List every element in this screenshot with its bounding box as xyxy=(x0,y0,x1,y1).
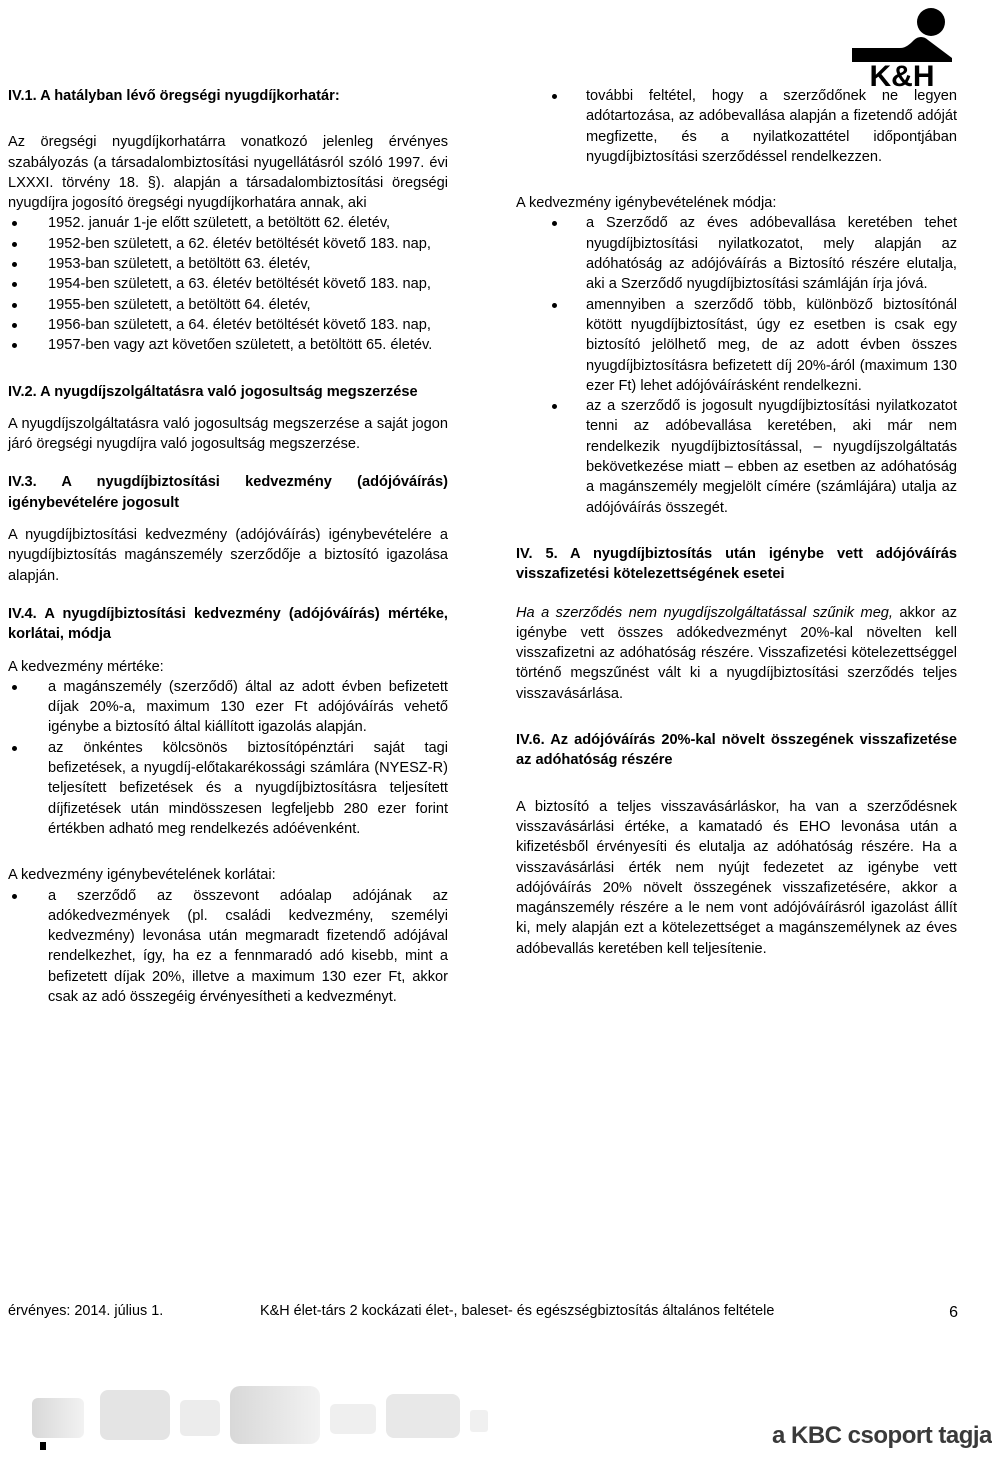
kh-logo xyxy=(848,4,956,93)
benefit-limits-list xyxy=(8,886,448,1008)
section-para-iv6: A biztosító a teljes visszavásárláskor, ha van a szerződésnek visszavásárlási értéke, a kamatadó és EHO levonása után a kifizetésből érvényesíti és elutalja az adóhatóság részére. Ha a visszavásárlási érték nem nyújt fedezetet az igénybe vett adójóváírás 20% növelt összegének visszafizetésére, akkor a magánszemély részére a le nem vont adójóváírásról igazolást állít ki, mely alapján ezt a kötelezettséget a magánszemélynek az éves adóbevallás keretében kell teljesítenie. xyxy=(516,798,957,957)
section-heading-iv1: IV.1. A hatályban lévő öregségi nyugdíjkorhatár: xyxy=(8,88,340,104)
benefit-mode-intro: A kedvezmény igénybevételének módja: xyxy=(516,195,777,212)
section-heading-iv3: IV.3. A nyugdíjbiztosítási kedvezmény (adójóváírás) igénybevételére jogosult xyxy=(8,474,448,511)
section-heading-iv5: IV. 5. A nyugdíjbiztosítás után igénybe vett adójóváírás visszafizetési kötelezettségének esetei xyxy=(516,545,957,583)
page-number: 6 xyxy=(949,1304,958,1321)
footer-valid-date: érvényes: 2014. július 1. xyxy=(8,1303,164,1319)
benefit-limits-intro: A kedvezmény igénybevételének korlátai: xyxy=(8,867,276,884)
retirement-age-item: 1952-ben született, a 62. életév betöltését követő 183. nap, xyxy=(8,234,448,254)
benefit-mode-item: amennyiben a szerződő több, különböző biztosítónál kötött nyugdíjbiztosítást, úgy ez esetben is csak egy biztosító jelölhető meg, de az adott évben összes nyugdíjbiztosításra befizetett díj 20%-áról (maximum 130 ezer Ft) lehet adójóváírásként rendelkezni. xyxy=(516,295,957,396)
retirement-age-item: 1957-ben vagy azt követően született, a betöltött 65. életév. xyxy=(8,335,448,355)
section-para-iv1: Az öregségi nyugdíjkorhatárra vonatkozó jelenleg érvényes szabályozás (a társadalombiztosítási nyugellátásról szóló 1997. évi LXXXI. törvény 18. §). alapján a társadalombiztosítási öregségi nyugdíjra jogosító öregségi nyugdíjkorhatára annak, aki xyxy=(8,134,448,212)
benefit-mode-item: az a szerződő is jogosult nyugdíjbiztosítási nyilatkozatot tenni az adóbevallása keretében, aki már nem rendelkezik nyugdíjbiztosítással, – nyugdíjszolgáltatás bekövetkezése miatt – ebben az esetben az adóhatóság a magánszemély megjelölt címére (számlájára) utalja az adójóváírás összegét. xyxy=(516,396,957,518)
section-heading-iv4: IV.4. A nyugdíjbiztosítási kedvezmény (adójóváírás) mértéke, korlátai, módja xyxy=(8,605,448,643)
footer-document-title: K&H élet-társ 2 kockázati élet-, baleset- és egészségbiztosítás általános feltétele xyxy=(260,1303,775,1319)
right-column xyxy=(516,86,957,959)
benefit-amount-list xyxy=(8,677,448,839)
retirement-age-item: 1956-ban született, a 64. életév betöltését követő 183. nap, xyxy=(8,315,448,335)
section-heading-iv2: IV.2. A nyugdíjszolgáltatásra való jogosultság megszerzése xyxy=(8,383,418,400)
benefit-mode-list xyxy=(516,213,957,517)
section-para-iv2: A nyugdíjszolgáltatásra való jogosultság megszerzése a saját jogon járó öregségi nyugdíjra való jogosultság megszerzése. xyxy=(8,415,448,453)
section-para-iv3: A nyugdíjbiztosítási kedvezmény (adójóváírás) igénybevételére a nyugdíjbiztosítás magánszemély szerződője a biztosító igazolása alapján. xyxy=(8,527,448,584)
retirement-age-item: 1955-ben született, a betöltött 64. életév, xyxy=(8,295,448,315)
kbc-group-badge xyxy=(772,1422,992,1462)
benefit-amount-item: az önkéntes kölcsönös biztosítópénztári saját tagi befizetések, a nyugdíj-előtakarékossági számlára (NYESZ-R) teljesített befizetések és a nyugdíjbiztosításra teljesített díjfizetések után mindösszesen legfeljebb 280 ezer forint értékben adható meg rendelkezés adóévenként. xyxy=(8,738,448,839)
continued-list xyxy=(516,86,957,167)
iv5-rest: akkor az igénybe vett összes adókedvezményt 20%-kal növelten kell visszafizetni az adóhatóság részére. Visszafizetési kötelezettséggel történő megszűnést vált ki a nyugdíjbiztosítási szerződés teljes visszavásárlása. xyxy=(516,604,957,702)
section-para-iv5 xyxy=(516,603,957,704)
benefit-amount-item: a magánszemély (szerződő) által az adott évben befizetett díjak 20%-a, maximum 130 ezer Ft adójóváírás vehető igénybe a biztosító által kiállított igazolás alapján. xyxy=(8,677,448,738)
section-heading-iv6: IV.6. Az adójóváírás 20%-kal növelt összegének visszafizetése az adóhatóság részére xyxy=(516,732,957,769)
benefit-amount-intro: A kedvezmény mértéke: xyxy=(8,658,164,675)
kbc-tagline: a KBC csoport tagja xyxy=(772,1422,992,1449)
benefit-limits-item: a szerződő az összevont adóalap adójának az adókedvezmények (pl. családi kedvezmény, személyi kedvezmény) levonása után megmaradt fizetendő adójával rendelkezhet, így, ha ez a fennmaradó adó kisebb, mint a befizetett díjak 20%, illetve a maximum 130 ezer Ft, akkor csak az adó összegéig érvényesítheti a kedvezményt. xyxy=(8,886,448,1008)
retirement-age-item: 1952. január 1-je előtt született, a betöltött 62. életév, xyxy=(8,213,448,233)
left-column xyxy=(8,86,448,1007)
iv5-italic-lead: Ha a szerződés nem nyugdíjszolgáltatással szűnik meg, xyxy=(516,604,893,621)
logo-text: K&H xyxy=(869,60,935,93)
retirement-age-list xyxy=(8,213,448,355)
retirement-age-item: 1954-ben született, a 63. életév betöltését követő 183. nap, xyxy=(8,274,448,294)
retirement-age-item: 1953-ban született, a betöltött 63. életév, xyxy=(8,254,448,274)
decorative-pattern xyxy=(30,1380,490,1450)
benefit-mode-item: a Szerződő az éves adóbevallása keretében tehet nyugdíjbiztosítási nyilatkozatot, mely alapján az adóhatóság az adójóváírás a Biztosító részére elutalja, aki a Szerződő nyugdíjbiztosítási számláján írja jóvá. xyxy=(516,213,957,294)
continued-item: további feltétel, hogy a szerződőnek ne legyen adótartozása, az adóbevallása alapján a fizetendő adóját megfizette, és a nyilatkozattétel időpontjában nyugdíjbiztosítási szerződéssel rendelkezzen. xyxy=(516,86,957,167)
